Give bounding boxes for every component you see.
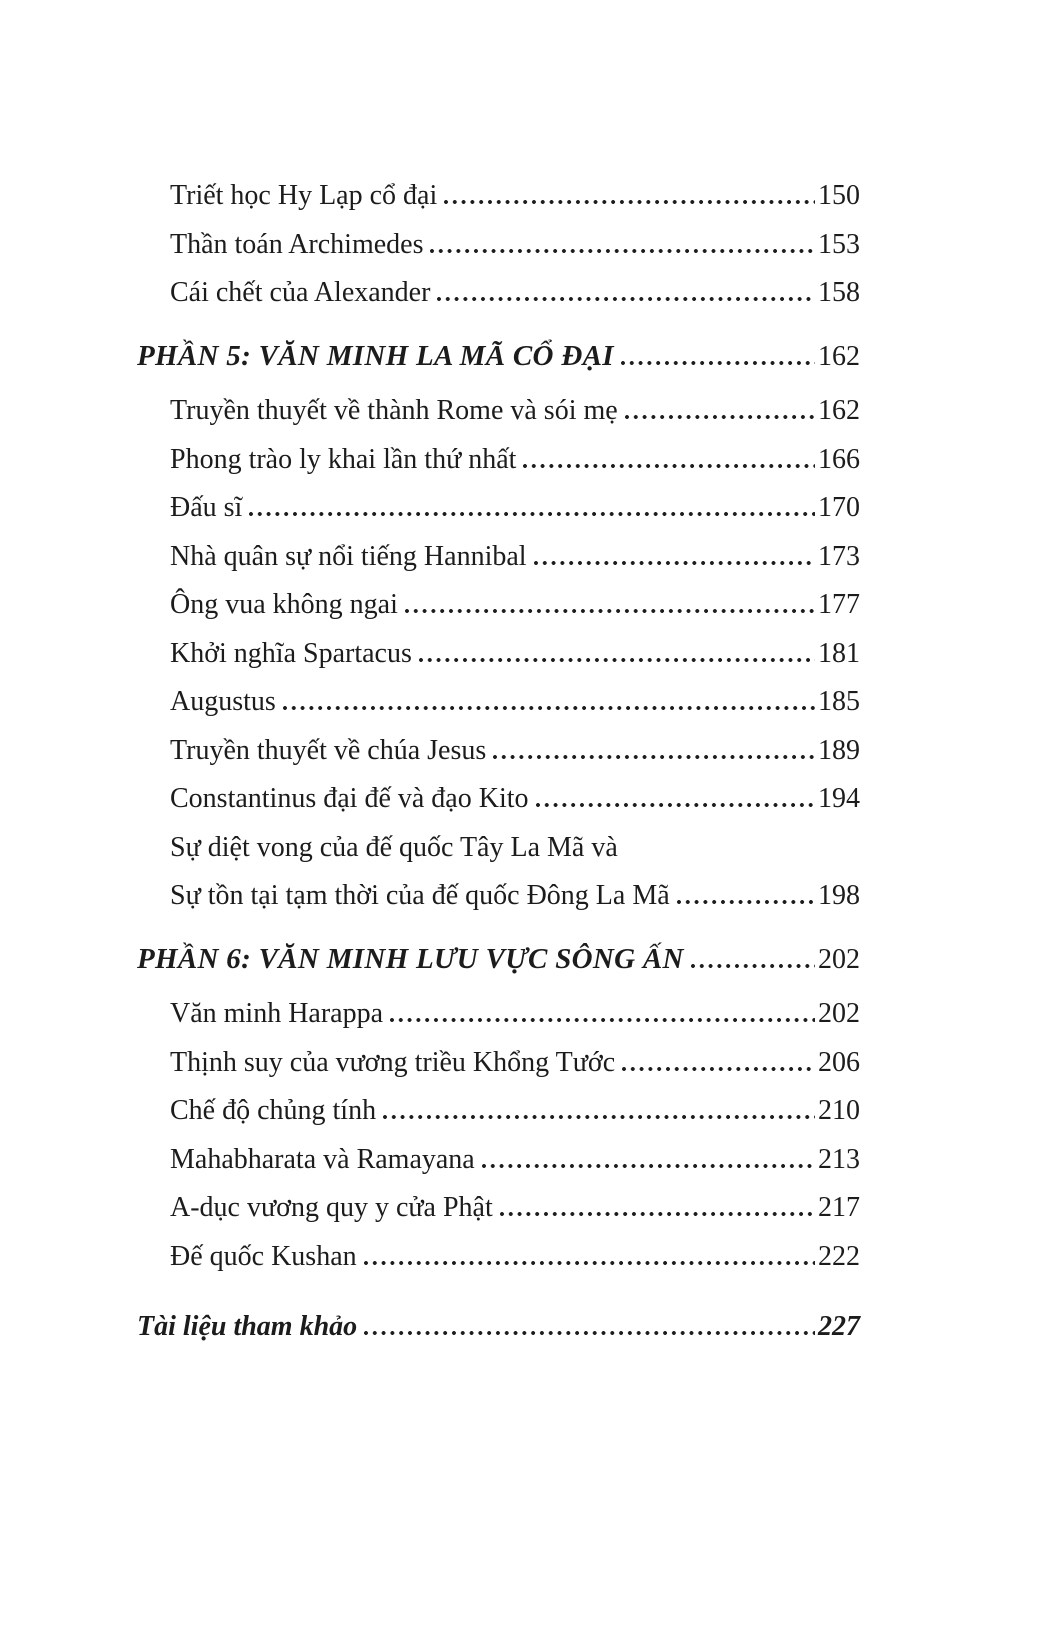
dotted-leader <box>419 658 815 662</box>
toc-entry <box>137 990 860 1039</box>
toc-page-number: 227 <box>818 1311 860 1342</box>
dotted-leader <box>482 1164 815 1168</box>
dotted-leader <box>405 609 815 613</box>
dotted-leader <box>625 415 815 419</box>
dotted-leader <box>249 512 815 516</box>
toc-page-number: 170 <box>818 492 860 523</box>
toc-entry-label: Sự diệt vong của đế quốc Tây La Mã và <box>170 831 618 863</box>
dotted-leader <box>283 706 815 710</box>
toc-entry <box>137 221 860 270</box>
toc-page-number: 162 <box>818 395 860 426</box>
toc-entry <box>137 1184 860 1233</box>
toc-entry-label: Nhà quân sự nổi tiếng Hannibal <box>170 540 527 572</box>
toc-entry <box>137 436 860 485</box>
toc-entry <box>137 1087 860 1136</box>
toc-entry <box>137 1303 860 1352</box>
toc-entry-label: Sự tồn tại tạm thời của đế quốc Đông La Mã <box>170 880 670 911</box>
toc-entry-label: Khởi nghĩa Spartacus <box>170 637 412 669</box>
toc-entry-label: Truyền thuyết về thành Rome và sói mẹ <box>170 395 618 426</box>
toc-entry-label: Triết học Hy Lạp cổ đại <box>170 180 438 211</box>
dotted-leader <box>390 1018 815 1022</box>
dotted-leader <box>444 200 815 204</box>
toc-entry <box>137 1039 860 1088</box>
toc-page-number: 202 <box>818 998 860 1029</box>
toc-page-number: 173 <box>818 540 860 572</box>
toc-entry <box>137 775 860 824</box>
toc-entry <box>137 1233 860 1282</box>
dotted-leader <box>534 561 815 565</box>
toc-page-number: 206 <box>818 1046 860 1078</box>
toc-page-number: 210 <box>818 1095 860 1126</box>
toc-entry-label: Thịnh suy của vương triều Khổng Tước <box>170 1046 616 1078</box>
toc-page-number: 202 <box>818 943 860 975</box>
dotted-leader <box>677 900 815 904</box>
toc-page-number: 177 <box>818 589 860 620</box>
toc-entry-label: Ông vua không ngai <box>170 589 398 620</box>
dotted-leader <box>536 803 815 807</box>
toc-entry-label: A-dục vương quy y cửa Phật <box>170 1192 493 1223</box>
toc-entry <box>137 824 860 873</box>
toc-entry <box>137 630 860 679</box>
toc-entry <box>137 935 860 985</box>
dotted-leader <box>621 361 815 365</box>
toc-entry <box>137 387 860 436</box>
toc-page-number: 189 <box>818 734 860 766</box>
dotted-leader <box>383 1115 815 1119</box>
dotted-leader <box>523 464 815 468</box>
dotted-leader <box>622 1067 815 1071</box>
toc-entry-label: Đế quốc Kushan <box>170 1240 357 1272</box>
toc-entry <box>137 581 860 630</box>
toc-page-number: 198 <box>818 880 860 911</box>
toc-entry-label: Đấu sĩ <box>170 492 243 523</box>
toc-entry-label: PHẦN 6: VĂN MINH LƯU VỰC SÔNG ẤN <box>137 942 684 975</box>
toc-page-number: 162 <box>818 340 860 372</box>
toc-page-number: 213 <box>818 1143 860 1175</box>
toc-page-number: 181 <box>818 637 860 669</box>
toc-page-number: 194 <box>818 783 860 814</box>
toc-entry-label: Truyền thuyết về chúa Jesus <box>170 734 487 766</box>
dotted-leader <box>691 964 815 968</box>
toc-page-number: 158 <box>818 277 860 308</box>
toc-entry-label: Thần toán Archimedes <box>170 228 424 260</box>
toc-entry-label: Chế độ chủng tính <box>170 1095 377 1126</box>
toc-entry <box>137 484 860 533</box>
toc-list <box>137 172 860 1352</box>
toc-page-number: 153 <box>818 228 860 260</box>
toc-page-number: 166 <box>818 443 860 475</box>
dotted-leader <box>430 249 815 253</box>
toc-entry-label: Augustus <box>170 686 276 717</box>
dotted-leader <box>437 297 815 301</box>
toc-entry <box>137 533 860 582</box>
toc-entry-label: Tài liệu tham khảo <box>137 1311 358 1342</box>
toc-entry <box>137 332 860 382</box>
dotted-leader <box>500 1212 815 1216</box>
dotted-leader <box>364 1261 815 1265</box>
toc-page-number: 185 <box>818 686 860 717</box>
toc-entry <box>137 727 860 776</box>
toc-entry <box>137 269 860 318</box>
dotted-leader <box>493 755 815 759</box>
dotted-leader <box>364 1331 815 1335</box>
toc-page-number: 150 <box>818 180 860 211</box>
toc-entry-label: PHẦN 5: VĂN MINH LA MÃ CỔ ĐẠI <box>137 339 614 372</box>
toc-entry-label: Mahabharata và Ramayana <box>170 1143 475 1175</box>
toc-entry-label: Văn minh Harappa <box>170 998 384 1029</box>
toc-entry <box>137 172 860 221</box>
toc-page-number: 217 <box>818 1192 860 1223</box>
toc-entry-label: Phong trào ly khai lần thứ nhất <box>170 443 517 475</box>
toc-entry-label: Constantinus đại đế và đạo Kito <box>170 783 529 814</box>
toc-page-number: 222 <box>818 1240 860 1272</box>
toc-entry <box>137 872 860 921</box>
toc-entry-label: Cái chết của Alexander <box>170 277 431 308</box>
toc-entry <box>137 1136 860 1185</box>
toc-entry <box>137 678 860 727</box>
